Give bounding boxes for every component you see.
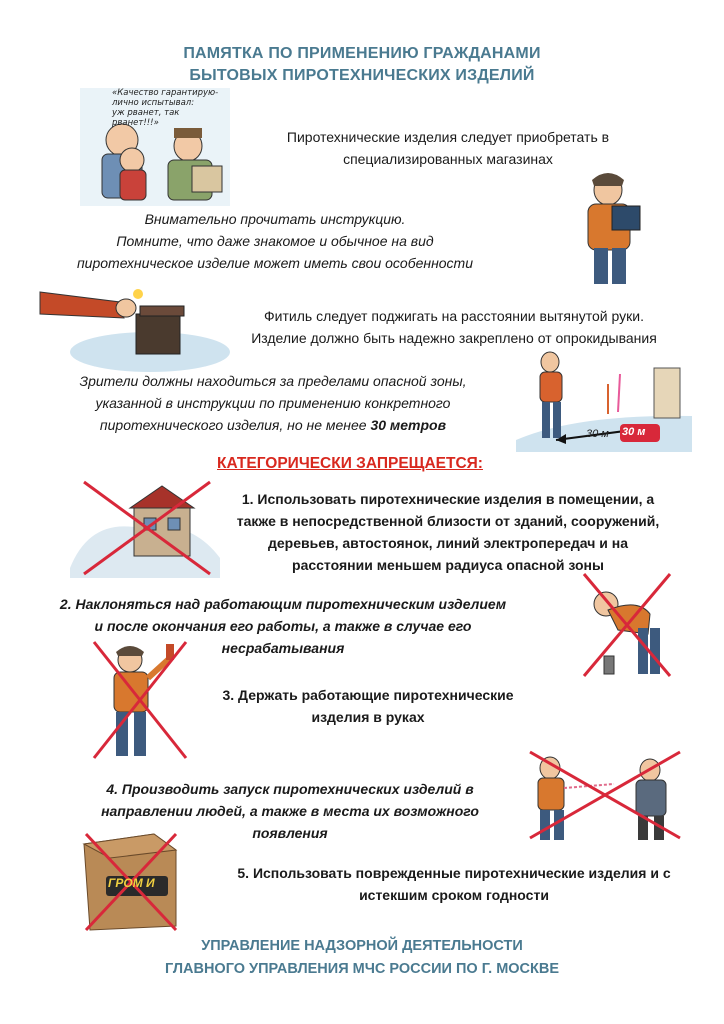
rule-1-text bbox=[258, 126, 638, 170]
hand-lighting-firework-illustration bbox=[40, 284, 230, 374]
prohibited-5-line-2: истекшим сроком годности bbox=[359, 887, 549, 903]
rule-4-line-2: указанной в инструкции по применению конкретного bbox=[95, 395, 451, 411]
man-holding-firework-crossed-illustration bbox=[90, 638, 190, 760]
prohibited-3-line-2: изделия в руках bbox=[311, 709, 425, 725]
prohibited-4-line-1: 4. Производить запуск пиротехнических изделий в bbox=[106, 781, 474, 797]
rule-2-line-2: Помните, что даже знакомое и обычное на вид bbox=[116, 233, 434, 249]
prohibited-1-line-4: расстоянии меньшем радиуса опасной зоны bbox=[292, 557, 604, 573]
page-title-line2: БЫТОВЫХ ПИРОТЕХНИЧЕСКИХ ИЗДЕЛИЙ bbox=[189, 67, 535, 84]
speech-line-4: рванет!!!» bbox=[112, 118, 159, 128]
forbidden-heading: КАТЕГОРИЧЕСКИ ЗАПРЕЩАЕТСЯ: bbox=[217, 455, 483, 472]
rule-4-line-3 bbox=[30, 414, 516, 436]
speech-line-1: «Качество гарантирую- bbox=[112, 88, 219, 98]
rule-2-line-1: Внимательно прочитать инструкцию. bbox=[144, 211, 406, 227]
prohibited-1-line-3: деревьев, автостоянок, линий электропередач и на bbox=[268, 535, 628, 551]
prohibited-1-line-1: 1. Использовать пиротехнические изделия в помещении, а bbox=[241, 491, 655, 507]
rule-4-line-1: Зрители должны находиться за пределами опасной зоны, bbox=[79, 373, 467, 389]
man-bending-over-firework-crossed-illustration bbox=[578, 570, 678, 680]
rule-3-line-1: Фитиль следует поджигать на расстоянии вытянутой руки. bbox=[264, 308, 644, 324]
distance-label-left: 30 м bbox=[586, 428, 609, 440]
footer-line1: УПРАВЛЕНИЕ НАДЗОРНОЙ ДЕЯТЕЛЬНОСТИ bbox=[201, 938, 523, 954]
prohibited-2-line-2: и после окончания его работы, а также в случае его bbox=[94, 618, 472, 634]
footer-line2: ГЛАВНОГО УПРАВЛЕНИЯ МЧС РОССИИ ПО Г. МОСКВЕ bbox=[164, 961, 560, 977]
prohibited-1-text bbox=[210, 488, 686, 576]
prohibited-4-line-3: появления bbox=[252, 825, 328, 841]
box-brand-label: ГРОМ И bbox=[108, 876, 155, 890]
house-near-fireworks-crossed-illustration bbox=[70, 478, 220, 578]
rule-3-text bbox=[216, 305, 692, 349]
cartoon-speech-bubble bbox=[112, 88, 230, 128]
rule-4-min-distance: 30 метров bbox=[370, 417, 447, 433]
prohibited-1-line-2: также в непосредственной близости от зданий, сооружений, bbox=[236, 513, 660, 529]
prohibited-4-line-2: направлении людей, а также в места их возможного bbox=[101, 803, 479, 819]
speech-line-2: лично испытывал: bbox=[112, 98, 195, 108]
prohibited-5-text bbox=[212, 862, 696, 906]
prohibited-2-line-1: 2. Наклоняться над работающим пиротехническим изделием bbox=[59, 596, 507, 612]
rule-2-line-3: пиротехническое изделие может иметь свои особенности bbox=[76, 255, 474, 271]
page-title-line1: ПАМЯТКА ПО ПРИМЕНЕНИЮ ГРАЖДАНАМИ bbox=[183, 45, 541, 62]
speech-line-3: уж рванет, так bbox=[112, 108, 180, 118]
prohibited-2-line-3: несрабатывания bbox=[221, 640, 345, 656]
rule-1-line-2: специализированных магазинах bbox=[343, 151, 553, 167]
rule-4-line-3-start: пиротехнического изделия, но не менее bbox=[99, 417, 371, 433]
firing-at-people-crossed-illustration bbox=[524, 748, 686, 842]
prohibited-5-line-1: 5. Использовать поврежденные пиротехнические изделия и с bbox=[237, 865, 671, 881]
distance-label-right: 30 м bbox=[622, 426, 646, 438]
rule-2-text bbox=[40, 208, 510, 274]
rule-3-line-2: Изделие должно быть надежно закреплено от опрокидывания bbox=[251, 330, 657, 346]
prohibited-3-line-1: 3. Держать работающие пиротехнические bbox=[222, 687, 514, 703]
prohibited-3-text bbox=[196, 684, 540, 728]
rule-1-line-1: Пиротехнические изделия следует приобретать в bbox=[286, 129, 610, 145]
man-with-box-illustration bbox=[568, 168, 652, 288]
rule-4-text bbox=[30, 370, 516, 436]
